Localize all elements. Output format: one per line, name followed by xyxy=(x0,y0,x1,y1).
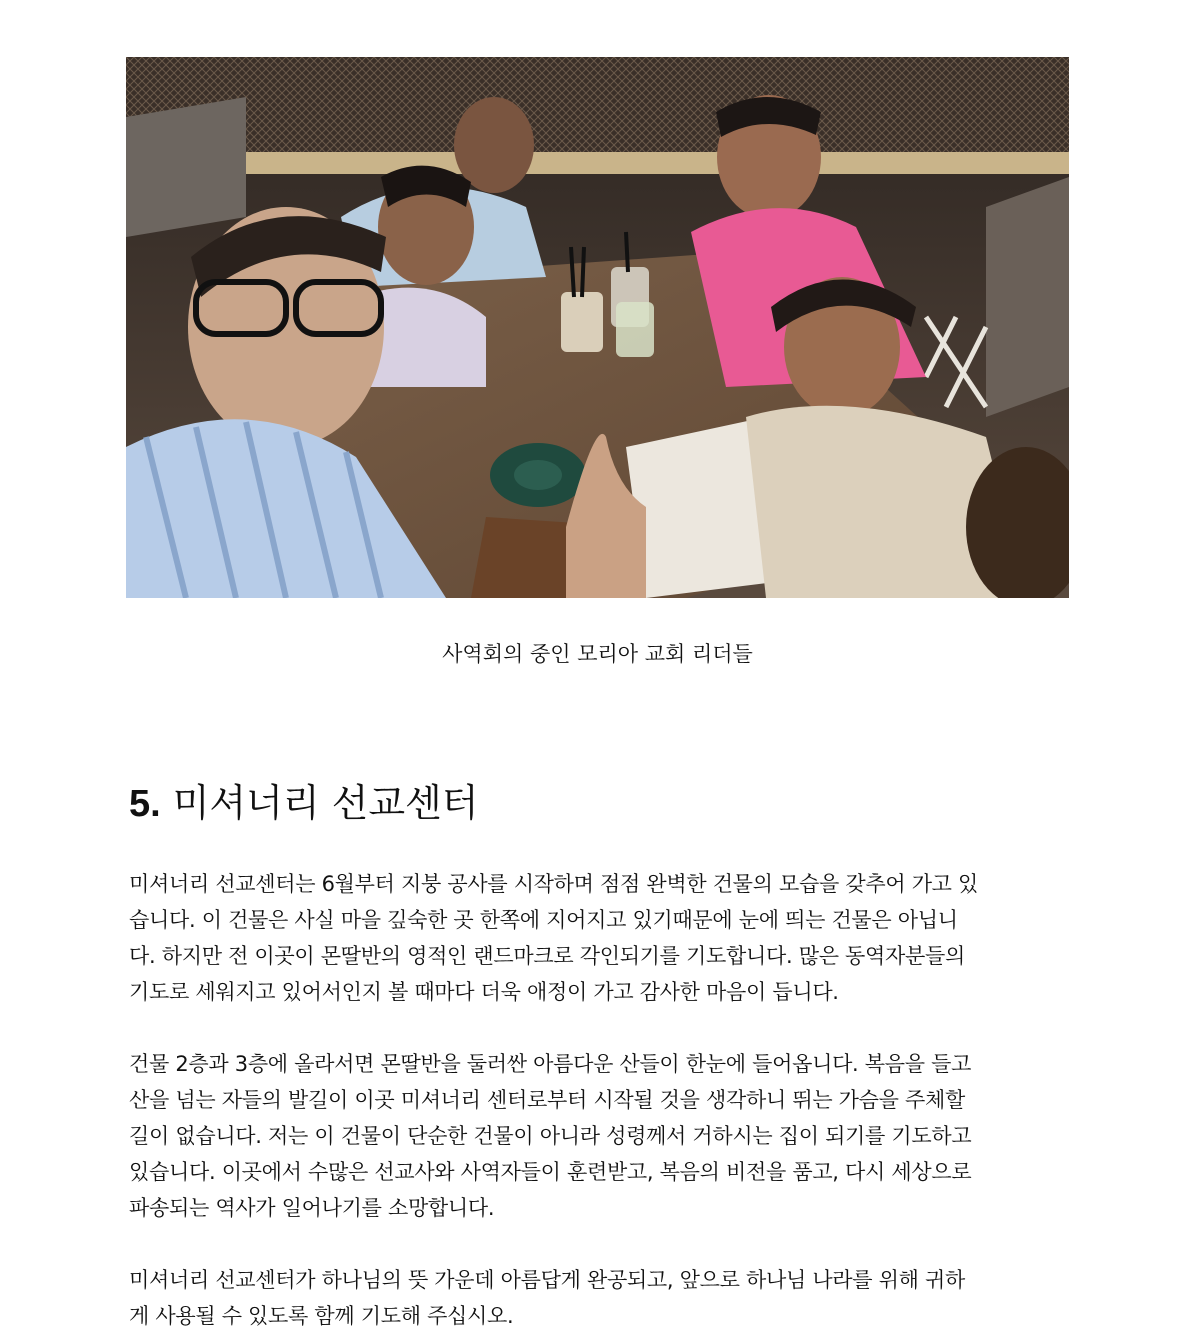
paragraph-line: 미셔너리 선교센터가 하나님의 뜻 가운데 아름답게 완공되고, 앞으로 하나님 나라를 위해 귀하 xyxy=(129,1268,965,1292)
section-number: 5. xyxy=(129,783,161,825)
paragraph-line: 있습니다. 이곳에서 수많은 선교사와 사역자들이 훈련받고, 복음의 비전을 품고, 다시 세상으로 xyxy=(129,1160,972,1184)
paragraph-line: 기도로 세워지고 있어서인지 볼 때마다 더욱 애정이 가고 감사한 마음이 듭니다. xyxy=(129,980,839,1004)
section-title: 미셔너리 선교센터 xyxy=(172,781,479,825)
group-photo xyxy=(126,57,1069,598)
paragraph xyxy=(129,866,1074,1010)
paragraph-line: 습니다. 이 건물은 사실 마을 깊숙한 곳 한쪽에 지어지고 있기때문에 눈에 띄는 건물은 아닙니 xyxy=(129,908,958,932)
group-selfie-photo-icon xyxy=(126,57,1069,598)
paragraph-line: 게 사용될 수 있도록 함께 기도해 주십시오. xyxy=(129,1304,514,1328)
paragraph-line: 파송되는 역사가 일어나기를 소망합니다. xyxy=(129,1196,495,1220)
paragraph xyxy=(129,1046,1074,1226)
paragraph-line: 산을 넘는 자들의 발길이 이곳 미셔너리 센터로부터 시작될 것을 생각하니 뛰는 가슴을 주체할 xyxy=(129,1088,965,1112)
paragraph-line: 길이 없습니다. 저는 이 건물이 단순한 건물이 아니라 성령께서 거하시는 집이 되기를 기도하고 xyxy=(129,1124,972,1148)
paragraph-line: 건물 2층과 3층에 올라서면 몬딸반을 둘러싼 아름다운 산들이 한눈에 들어옵니다. 복음을 들고 xyxy=(129,1052,972,1076)
section-heading xyxy=(129,776,1069,831)
paragraph xyxy=(129,1262,1074,1334)
paragraph-line: 다. 하지만 전 이곳이 몬딸반의 영적인 랜드마크로 각인되기를 기도합니다. 많은 동역자분들의 xyxy=(129,944,965,968)
paragraph-line: 미셔너리 선교센터는 6월부터 지붕 공사를 시작하며 점점 완벽한 건물의 모습을 갖추어 가고 있 xyxy=(129,872,979,896)
photo-caption: 사역회의 중인 모리아 교회 리더들 xyxy=(442,642,753,666)
